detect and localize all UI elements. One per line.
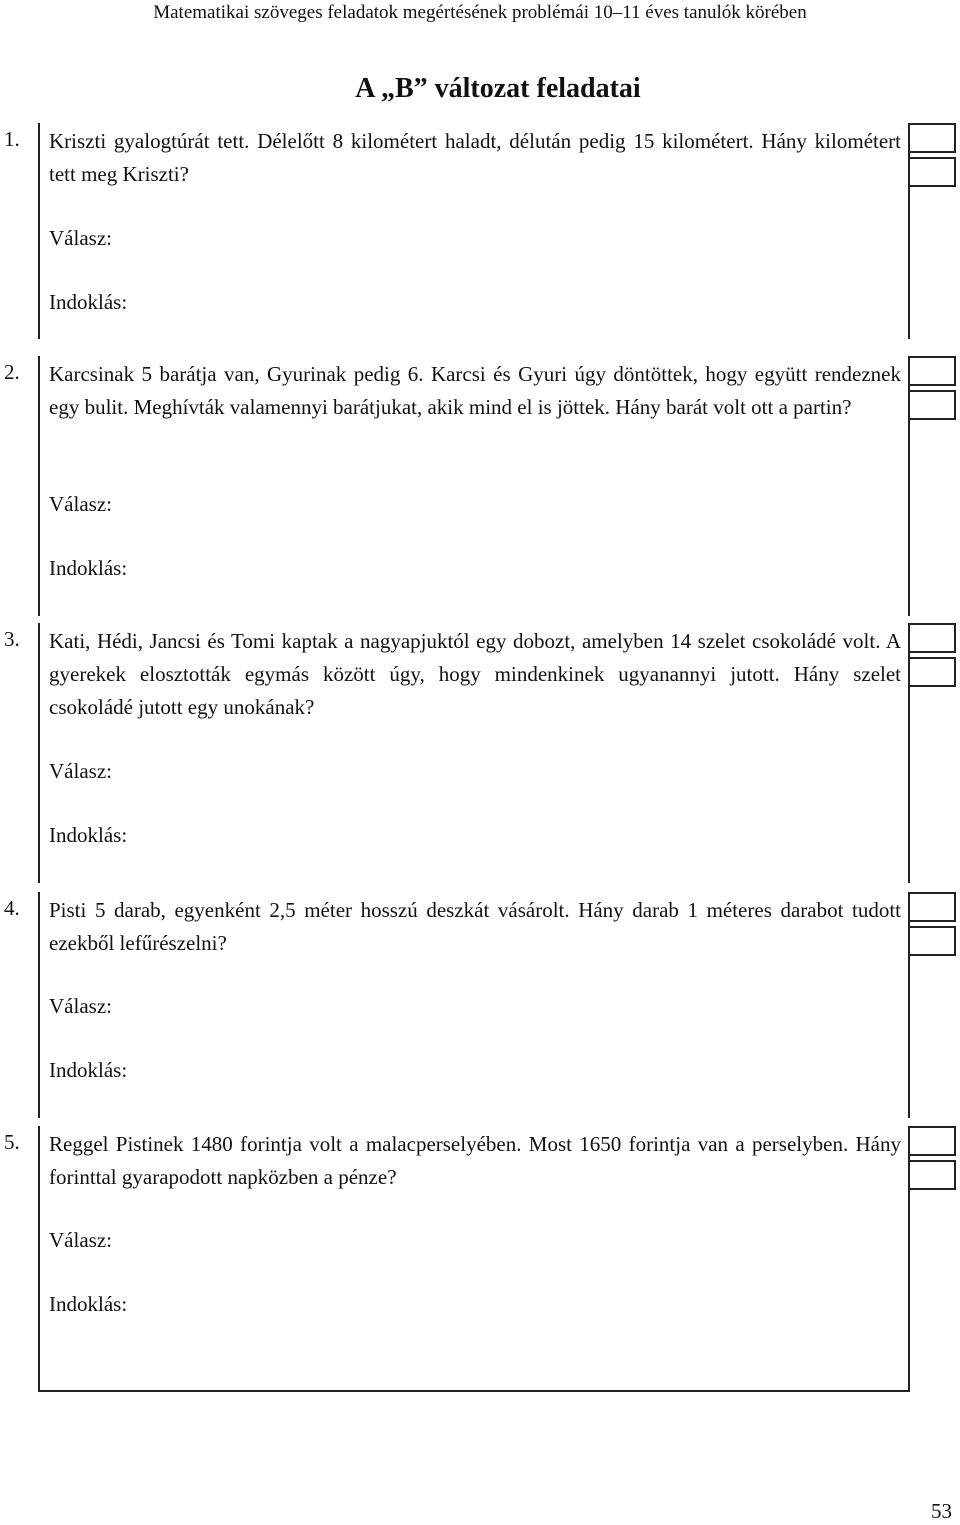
- task-question: Kriszti gyalogtúrát tett. Délelőtt 8 kilométert haladt, délután pedig 15 kilométert. Hány kilométert tett meg Kriszti?: [49, 129, 901, 186]
- score-box[interactable]: [910, 157, 956, 187]
- task-question: Kati, Hédi, Jancsi és Tomi kaptak a nagyapjuktól egy dobozt, amelyben 14 szelet csokoládé volt. A gyerekek elosztották egymás között úgy, hogy mindenkinek ugyanannyi jutott. Hány szelet csokoládé jutott egy unokának?: [49, 629, 901, 719]
- page-number: 53: [931, 1499, 952, 1523]
- task-number: 3.: [4, 627, 20, 651]
- answer-label: Válasz:: [49, 226, 112, 250]
- task-question: Karcsinak 5 barátja van, Gyurinak pedig 6. Karcsi és Gyuri úgy döntöttek, hogy együtt rendeznek egy bulit. Meghívták valamennyi barátjukat, akik mind el is jöttek. Hány barát volt ott a partin?: [49, 362, 901, 419]
- justification-label: Indoklás:: [49, 823, 128, 847]
- task-number: 4.: [4, 896, 20, 920]
- score-box[interactable]: [910, 892, 956, 922]
- task-number: 5.: [4, 1130, 20, 1154]
- score-box[interactable]: [910, 1160, 956, 1190]
- score-box[interactable]: [910, 390, 956, 420]
- score-box[interactable]: [910, 623, 956, 653]
- justification-label: Indoklás:: [49, 1058, 128, 1082]
- score-box[interactable]: [910, 1126, 956, 1156]
- score-box[interactable]: [910, 657, 956, 687]
- justification-label: Indoklás:: [49, 290, 128, 314]
- task-3: [4, 623, 910, 883]
- answer-label: Válasz:: [49, 994, 112, 1018]
- answer-label: Válasz:: [49, 1228, 112, 1252]
- task-5: [4, 1126, 910, 1392]
- justification-label: Indoklás:: [49, 556, 128, 580]
- task-4: [4, 892, 910, 1118]
- task-question: Reggel Pistinek 1480 forintja volt a malacperselyében. Most 1650 forintja van a perselyben. Hány forinttal gyarapodott napközben a pénze?: [49, 1132, 901, 1189]
- answer-label: Válasz:: [49, 492, 112, 516]
- score-box[interactable]: [910, 926, 956, 956]
- running-header: Matematikai szöveges feladatok megértésének problémái 10–11 éves tanulók körében: [153, 2, 807, 23]
- section-title: A „B” változat feladatai: [355, 73, 641, 104]
- task-number: 1.: [4, 127, 20, 151]
- score-box[interactable]: [910, 356, 956, 386]
- task-question: Pisti 5 darab, egyenként 2,5 méter hosszú deszkát vásárolt. Hány darab 1 méteres darabot tudott ezekből lefűrészelni?: [49, 898, 901, 955]
- answer-label: Válasz:: [49, 759, 112, 783]
- justification-label: Indoklás:: [49, 1292, 128, 1316]
- task-1: [4, 123, 910, 339]
- task-number: 2.: [4, 360, 20, 384]
- task-2: [4, 356, 910, 616]
- score-box[interactable]: [910, 123, 956, 153]
